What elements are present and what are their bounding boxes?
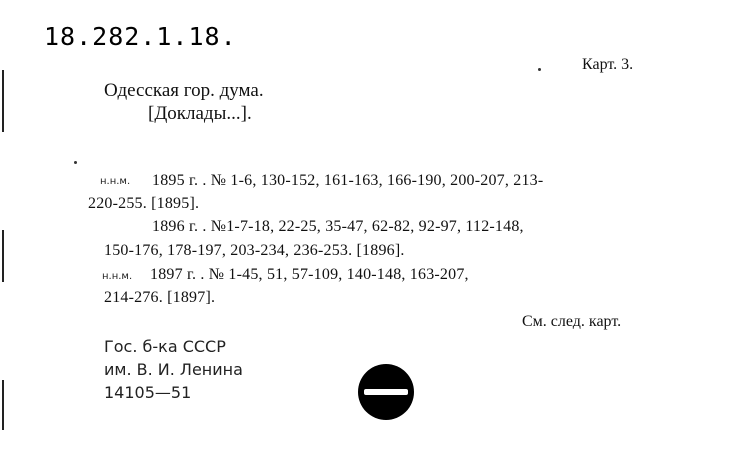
holdings-mark: н.н.м. bbox=[100, 176, 131, 187]
holdings-line: 150-176, 178-197, 203-234, 236-253. [1896]. bbox=[104, 242, 405, 259]
card-edge-mark bbox=[2, 380, 4, 430]
card-number: Карт. 3. bbox=[582, 56, 634, 73]
call-number: 18.282.1.18. bbox=[44, 22, 237, 51]
stamp-library: Гос. б-ка СССР bbox=[104, 337, 226, 356]
dot-mark bbox=[538, 68, 541, 71]
holdings-line: 214-276. [1897]. bbox=[104, 289, 216, 306]
holdings-line: 1897 г. . № 1-45, 51, 57-109, 140-148, 163-207, bbox=[150, 266, 469, 283]
holdings-mark: н.н.м. bbox=[102, 271, 133, 282]
dot-mark bbox=[74, 161, 77, 164]
see-next-card: См. след. карт. bbox=[522, 313, 622, 330]
card-subtitle: [Доклады...]. bbox=[148, 103, 252, 124]
holdings-line: 1896 г. . №1-7-18, 22-25, 35-47, 62-82, 92-97, 112-148, bbox=[152, 218, 524, 235]
card-edge-mark bbox=[2, 70, 4, 132]
stamp-number: 14105—51 bbox=[104, 383, 192, 402]
holdings-line: 220-255. [1895]. bbox=[88, 195, 200, 212]
holdings-line: 1895 г. . № 1-6, 130-152, 161-163, 166-190, 200-207, 213- bbox=[152, 172, 544, 189]
stamp-library-name: им. В. И. Ленина bbox=[104, 360, 243, 379]
card-punch-hole bbox=[358, 364, 414, 420]
card-edge-mark bbox=[2, 230, 4, 282]
card-title: Одесская гор. дума. bbox=[104, 80, 264, 101]
